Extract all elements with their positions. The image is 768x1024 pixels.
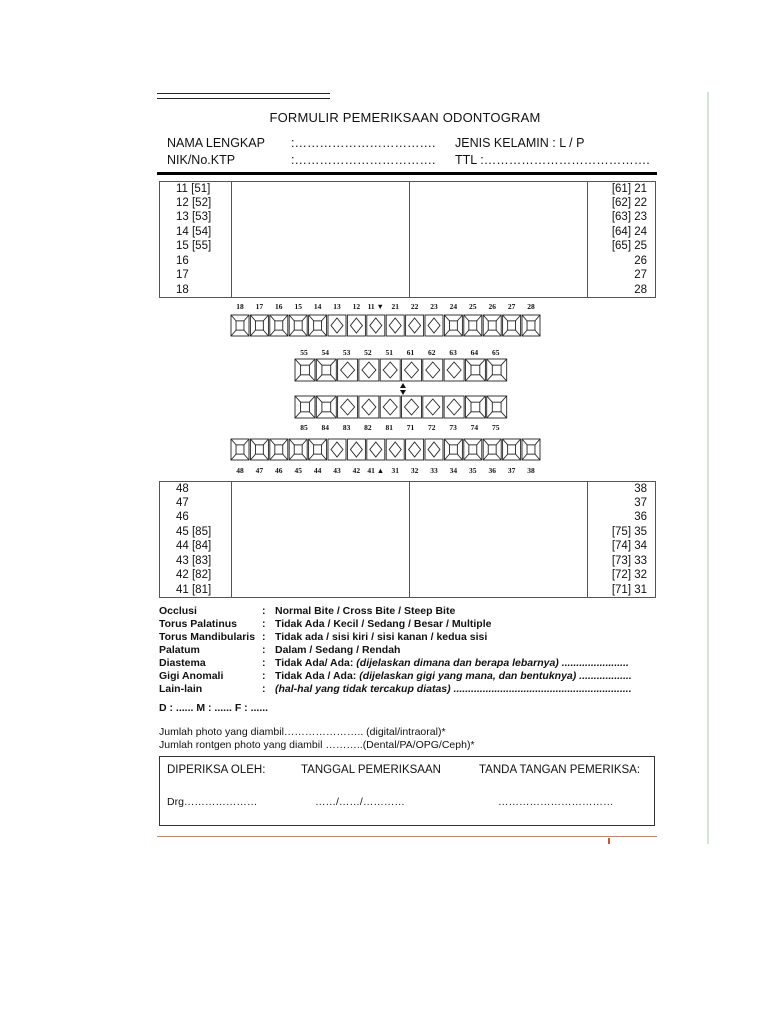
lower-permanent-tooth-number: 37 xyxy=(507,466,516,475)
form-title: FORMULIR PEMERIKSAAN ODONTOGRAM xyxy=(269,110,541,125)
lower-permanent-tooth-box[interactable] xyxy=(464,439,482,460)
lower-cell-left[interactable] xyxy=(232,511,410,526)
jenis-kelamin-field[interactable]: JENIS KELAMIN : L / P xyxy=(455,136,585,150)
lower-permanent-tooth-box[interactable] xyxy=(231,439,249,460)
midline-arrows-icon xyxy=(400,383,406,395)
lower-tooth-left: 47 xyxy=(160,496,232,511)
info-row xyxy=(159,644,632,657)
lower-tooth-left: 46 xyxy=(160,511,232,526)
lower-cell-right[interactable] xyxy=(410,482,588,497)
info-value[interactable] xyxy=(275,657,629,670)
upper-permanent-tooth-box[interactable] xyxy=(231,315,249,336)
upper-primary-tooth-box[interactable] xyxy=(423,359,443,381)
upper-primary-tooth-number: 51 xyxy=(385,348,393,357)
lower-tooth-table xyxy=(159,481,656,598)
lower-permanent-tooth-number: 43 xyxy=(333,466,341,475)
lower-row xyxy=(160,496,656,511)
lower-cell-right[interactable] xyxy=(410,583,588,598)
lower-primary-tooth-number: 85 xyxy=(300,423,308,432)
lower-primary-tooth-number: 83 xyxy=(342,423,351,432)
bottom-rule xyxy=(157,836,657,837)
upper-permanent-tooth-number: 13 xyxy=(333,302,341,311)
upper-tooth-left: 12 [52] xyxy=(160,196,232,211)
info-key: Occlusi xyxy=(159,605,197,617)
lower-permanent-tooth-box[interactable] xyxy=(270,439,288,460)
lower-permanent-tooth-box[interactable] xyxy=(386,439,404,460)
upper-primary-tooth-number: 63 xyxy=(449,348,457,357)
upper-tooth-left: 16 xyxy=(160,254,232,269)
upper-permanent-tooth-box[interactable] xyxy=(289,315,307,336)
upper-primary-tooth-number: 62 xyxy=(428,348,436,357)
upper-permanent-tooth-number: 12 xyxy=(352,302,361,311)
info-sep: : xyxy=(262,657,266,669)
upper-permanent-tooth-number: 28 xyxy=(527,302,535,311)
examiner-field[interactable]: Drg………………… xyxy=(167,796,258,808)
upper-primary-tooth-number: 52 xyxy=(364,348,372,357)
upper-permanent-tooth-number: 23 xyxy=(430,302,438,311)
lower-permanent-tooth-number: 44 xyxy=(313,466,322,475)
lower-permanent-tooth-box[interactable] xyxy=(503,439,521,460)
lower-cell-right[interactable] xyxy=(410,525,588,540)
upper-permanent-tooth-box[interactable] xyxy=(328,315,346,336)
upper-primary-tooth-number: 55 xyxy=(300,348,308,357)
info-row xyxy=(159,618,632,631)
upper-primary-tooth-box[interactable] xyxy=(487,359,507,381)
lower-permanent-tooth-number: 35 xyxy=(469,466,477,475)
photo-count-line[interactable]: Jumlah photo yang diambil………………….. (digital/intraoral)* xyxy=(159,726,446,738)
info-row xyxy=(159,631,632,644)
upper-primary-tooth-number: 53 xyxy=(342,348,351,357)
upper-primary-tooth-number: 54 xyxy=(321,348,330,357)
upper-primary-tooth-box[interactable] xyxy=(465,359,485,381)
lower-tooth-left: 48 xyxy=(160,482,232,497)
info-row xyxy=(159,605,632,618)
upper-permanent-tooth-number: 27 xyxy=(507,302,516,311)
lower-primary-tooth-box[interactable] xyxy=(316,396,336,418)
lower-primary-tooth-box[interactable] xyxy=(380,396,400,418)
nik-label: NIK/No.KTP xyxy=(167,153,236,167)
upper-permanent-tooth-box[interactable] xyxy=(483,315,501,336)
lower-permanent-tooth-number: 46 xyxy=(275,466,283,475)
upper-primary-tooth-box[interactable] xyxy=(444,359,464,381)
upper-tooth-left: 11 [51] xyxy=(160,182,232,197)
lower-tooth-right: [72] 32 xyxy=(588,569,656,584)
upper-primary-tooth-number: 61 xyxy=(406,348,415,357)
upper-permanent-tooth-box[interactable] xyxy=(386,315,404,336)
upper-tooth-right: 27 xyxy=(588,269,656,284)
info-key: Diastema xyxy=(159,657,206,669)
lower-row xyxy=(160,540,656,555)
upper-permanent-tooth-number: 24 xyxy=(449,302,458,311)
lower-primary-tooth-box[interactable] xyxy=(487,396,507,418)
upper-permanent-tooth-box[interactable] xyxy=(309,315,327,336)
lower-primary-tooth-number: 82 xyxy=(364,423,372,432)
lower-cell-left[interactable] xyxy=(232,525,410,540)
examiner-label: DIPERIKSA OLEH: xyxy=(167,764,266,776)
lower-permanent-tooth-box[interactable] xyxy=(483,439,501,460)
lower-permanent-tooth-box[interactable] xyxy=(309,439,327,460)
upper-tooth-right: [63] 23 xyxy=(588,211,656,226)
info-options[interactable]: Normal Bite / Cross Bite / Steep Bite xyxy=(275,605,456,617)
upper-permanent-tooth-number: 16 xyxy=(275,302,283,311)
lower-permanent-tooth-box[interactable] xyxy=(367,439,385,460)
info-value[interactable] xyxy=(275,618,491,631)
upper-tooth-right: 26 xyxy=(588,254,656,269)
lower-tooth-left: 44 [84] xyxy=(160,540,232,555)
upper-tooth-left: 15 [55] xyxy=(160,240,232,255)
info-key: Torus Palatinus xyxy=(159,618,237,630)
lower-permanent-tooth-number: 32 xyxy=(410,466,419,475)
nama-field[interactable]: :……………………………. xyxy=(291,136,436,150)
lower-permanent-tooth-number: 45 xyxy=(294,466,302,475)
ttl-field[interactable]: TTL :…………………………………. xyxy=(455,153,650,167)
info-options[interactable]: Tidak Ada / Kecil / Sedang / Besar / Multiple xyxy=(275,618,492,630)
upper-primary-tooth-box[interactable] xyxy=(338,359,358,381)
lower-row xyxy=(160,482,656,497)
lower-tooth-right: [75] 35 xyxy=(588,525,656,540)
info-sep: : xyxy=(262,683,266,695)
lower-primary-tooth-box[interactable] xyxy=(295,396,315,418)
lower-cell-right[interactable] xyxy=(410,496,588,511)
lower-permanent-tooth-number: 38 xyxy=(527,466,535,475)
upper-permanent-tooth-number: 14 xyxy=(313,302,322,311)
lower-primary-tooth-number: 81 xyxy=(385,423,393,432)
lower-primary-tooth-number: 72 xyxy=(428,423,436,432)
info-row xyxy=(159,670,632,683)
info-options[interactable]: Dalam / Sedang / Rendah xyxy=(275,644,401,656)
upper-primary-tooth-box[interactable] xyxy=(316,359,336,381)
lower-cell-right[interactable] xyxy=(410,569,588,584)
lower-row xyxy=(160,583,656,598)
upper-tooth-left: 14 [54] xyxy=(160,225,232,240)
lower-cell-left[interactable] xyxy=(232,482,410,497)
upper-permanent-tooth-number: 11 ▼ xyxy=(367,302,384,311)
info-value[interactable] xyxy=(275,631,487,644)
lower-permanent-tooth-number: 31 xyxy=(391,466,399,475)
lower-permanent-tooth-box[interactable] xyxy=(406,439,424,460)
lower-cell-right[interactable] xyxy=(410,511,588,526)
lower-tooth-right: [74] 34 xyxy=(588,540,656,555)
lower-permanent-tooth-box[interactable] xyxy=(250,439,268,460)
upper-permanent-tooth-box[interactable] xyxy=(464,315,482,336)
info-options[interactable]: Tidak ada / sisi kiri / sisi kanan / kedua sisi xyxy=(275,631,488,643)
upper-primary-tooth-box[interactable] xyxy=(295,359,315,381)
upper-permanent-tooth-box[interactable] xyxy=(347,315,365,336)
upper-permanent-tooth-number: 17 xyxy=(255,302,264,311)
lower-row xyxy=(160,511,656,526)
upper-permanent-tooth-box[interactable] xyxy=(503,315,521,336)
lower-primary-tooth-number: 73 xyxy=(449,423,457,432)
lower-primary-tooth-box[interactable] xyxy=(338,396,358,418)
info-sep: : xyxy=(262,618,266,630)
upper-permanent-tooth-number: 22 xyxy=(410,302,419,311)
upper-tooth-right: 28 xyxy=(588,283,656,298)
upper-permanent-tooth-box[interactable] xyxy=(522,315,540,336)
lower-cell-left[interactable] xyxy=(232,583,410,598)
info-row xyxy=(159,683,632,696)
upper-primary-tooth-number: 65 xyxy=(491,348,500,357)
lower-permanent-tooth-box[interactable] xyxy=(289,439,307,460)
lower-primary-tooth-box[interactable] xyxy=(359,396,379,418)
lower-tooth-left: 45 [85] xyxy=(160,525,232,540)
lower-tooth-right: 36 xyxy=(588,511,656,526)
lower-permanent-tooth-number: 48 xyxy=(236,466,244,475)
signature-label: TANDA TANGAN PEMERIKSA: xyxy=(479,764,641,776)
lower-cell-right[interactable] xyxy=(410,554,588,569)
lower-primary-tooth-number: 74 xyxy=(470,423,479,432)
upper-tooth-right: [61] 21 xyxy=(588,182,656,197)
upper-permanent-tooth-box[interactable] xyxy=(270,315,288,336)
xray-count-line[interactable]: Jumlah rontgen photo yang diambil ………..(Dental/PA/OPG/Ceph)* xyxy=(159,739,475,751)
lower-tooth-left: 41 [81] xyxy=(160,583,232,598)
lower-permanent-tooth-number: 42 xyxy=(352,466,361,475)
lower-primary-tooth-box[interactable] xyxy=(402,396,422,418)
lower-cell-left[interactable] xyxy=(232,554,410,569)
info-key: Torus Mandibularis xyxy=(159,631,256,643)
lower-primary-tooth-number: 84 xyxy=(321,423,330,432)
info-sep: : xyxy=(262,631,266,643)
page-marker xyxy=(608,838,610,844)
info-sep: : xyxy=(262,605,266,617)
lower-permanent-tooth-number: 36 xyxy=(488,466,496,475)
info-value[interactable] xyxy=(275,670,632,683)
lower-row xyxy=(160,525,656,540)
lower-tooth-left: 43 [83] xyxy=(160,554,232,569)
lower-tooth-right: [71] 31 xyxy=(588,583,656,598)
nama-label: NAMA LENGKAP xyxy=(167,136,265,150)
info-row xyxy=(159,657,632,670)
lower-cell-right[interactable] xyxy=(410,540,588,555)
info-options[interactable]: Tidak Ada/ Ada: xyxy=(275,657,357,669)
upper-tooth-left: 13 [53] xyxy=(160,211,232,226)
nik-field[interactable]: :……………………………. xyxy=(291,153,436,167)
info-value[interactable] xyxy=(275,605,455,618)
info-note: (hal-hal yang tidak tercakup diatas) ............................................................. xyxy=(275,683,632,695)
lower-primary-tooth-box[interactable] xyxy=(423,396,443,418)
upper-permanent-tooth-box[interactable] xyxy=(425,315,443,336)
upper-permanent-tooth-number: 25 xyxy=(469,302,477,311)
info-note: (dijelaskan dimana dan berapa lebarnya) ....................... xyxy=(356,657,629,669)
upper-primary-tooth-box[interactable] xyxy=(359,359,379,381)
info-key: Lain-lain xyxy=(159,683,203,695)
upper-primary-tooth-box[interactable] xyxy=(380,359,400,381)
upper-tooth-right: [65] 25 xyxy=(588,240,656,255)
upper-permanent-tooth-box[interactable] xyxy=(406,315,424,336)
lower-permanent-tooth-box[interactable] xyxy=(328,439,346,460)
odontogram-chart xyxy=(0,0,768,480)
info-key: Gigi Anomali xyxy=(159,670,224,682)
lower-permanent-tooth-number: 41 ▲ xyxy=(367,466,385,475)
lower-row xyxy=(160,554,656,569)
upper-permanent-tooth-box[interactable] xyxy=(367,315,385,336)
exam-date-label: TANGGAL PEMERIKSAAN xyxy=(301,764,441,776)
info-sep: : xyxy=(262,644,266,656)
lower-tooth-right: 38 xyxy=(588,482,656,497)
info-sep: : xyxy=(262,670,266,682)
dmf-index[interactable]: D : ...... M : ...... F : ...... xyxy=(159,702,269,714)
lower-permanent-tooth-box[interactable] xyxy=(347,439,365,460)
lower-primary-tooth-box[interactable] xyxy=(444,396,464,418)
lower-primary-tooth-number: 71 xyxy=(406,423,415,432)
upper-tooth-left: 18 xyxy=(160,283,232,298)
info-options[interactable]: Tidak Ada / Ada: xyxy=(275,670,360,682)
upper-tooth-right: [62] 22 xyxy=(588,196,656,211)
lower-tooth-left: 42 [82] xyxy=(160,569,232,584)
info-value[interactable] xyxy=(275,683,632,696)
lower-primary-tooth-box[interactable] xyxy=(465,396,485,418)
info-value[interactable] xyxy=(275,644,400,657)
lower-cell-left[interactable] xyxy=(232,496,410,511)
lower-tooth-right: [73] 33 xyxy=(588,554,656,569)
upper-permanent-tooth-box[interactable] xyxy=(250,315,268,336)
info-key: Palatum xyxy=(159,644,200,656)
upper-primary-tooth-number: 64 xyxy=(470,348,479,357)
upper-primary-tooth-box[interactable] xyxy=(402,359,422,381)
clinical-info xyxy=(159,605,632,696)
lower-permanent-tooth-number: 47 xyxy=(255,466,264,475)
signature-field[interactable]: …………………………… xyxy=(498,796,614,808)
lower-cell-left[interactable] xyxy=(232,569,410,584)
lower-permanent-tooth-box[interactable] xyxy=(444,439,462,460)
lower-permanent-tooth-number: 34 xyxy=(449,466,458,475)
exam-date-field[interactable]: ……/……/………… xyxy=(315,796,405,808)
upper-permanent-tooth-number: 21 xyxy=(391,302,399,311)
upper-permanent-tooth-number: 15 xyxy=(294,302,302,311)
upper-permanent-tooth-box[interactable] xyxy=(444,315,462,336)
lower-row xyxy=(160,569,656,584)
lower-tooth-right: 37 xyxy=(588,496,656,511)
upper-tooth-left: 17 xyxy=(160,269,232,284)
lower-cell-left[interactable] xyxy=(232,540,410,555)
lower-primary-tooth-number: 75 xyxy=(491,423,500,432)
lower-permanent-tooth-box[interactable] xyxy=(425,439,443,460)
upper-permanent-tooth-number: 26 xyxy=(488,302,496,311)
lower-permanent-tooth-number: 33 xyxy=(430,466,438,475)
lower-permanent-tooth-box[interactable] xyxy=(522,439,540,460)
info-note: (dijelaskan gigi yang mana, dan bentuknya) .................. xyxy=(359,670,632,682)
upper-tooth-right: [64] 24 xyxy=(588,225,656,240)
upper-permanent-tooth-number: 18 xyxy=(236,302,244,311)
